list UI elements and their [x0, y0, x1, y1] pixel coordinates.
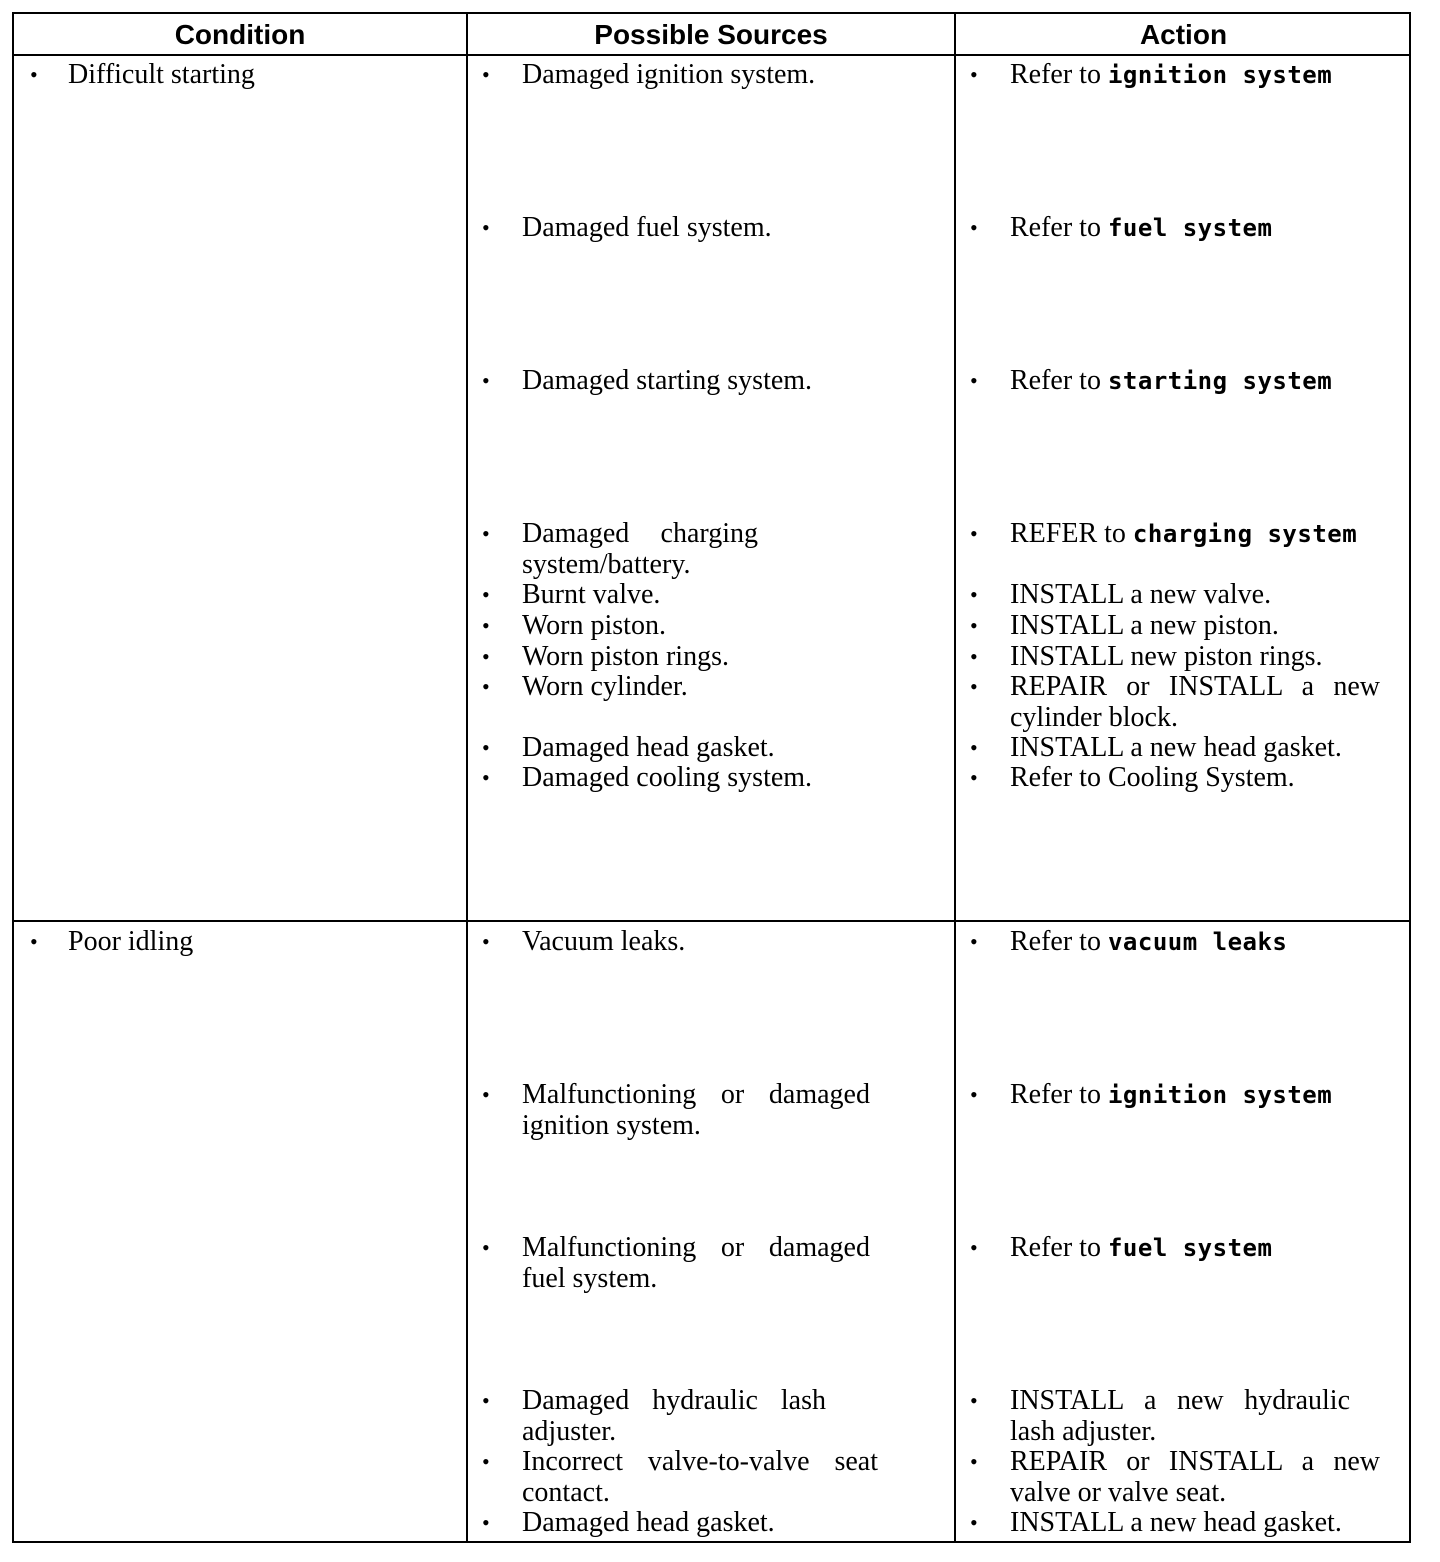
- bullet-icon: •: [970, 1510, 978, 1535]
- action-line: Refer to Cooling System.: [1010, 762, 1295, 793]
- source-line: Burnt valve.: [522, 579, 661, 610]
- bullet-icon: •: [30, 929, 38, 954]
- bullet-icon: •: [970, 62, 978, 87]
- action-line: [1010, 1233, 1272, 1264]
- troubleshooting-table: [12, 12, 1411, 1543]
- action-line: [1010, 519, 1357, 550]
- source-line: system/battery.: [522, 548, 691, 580]
- action-line: [1010, 1080, 1332, 1111]
- action-line: [1010, 366, 1332, 397]
- column-divider-1: [466, 14, 468, 1541]
- action-line: INSTALL a new piston.: [1010, 610, 1279, 641]
- action-line: lash adjuster.: [1010, 1415, 1157, 1447]
- column-divider-2: [954, 14, 956, 1541]
- source-line: Vacuum leaks.: [522, 926, 686, 957]
- action-line: [1010, 927, 1287, 958]
- action-line: INSTALL a new hydraulic: [1010, 1385, 1350, 1416]
- bullet-icon: •: [970, 674, 978, 699]
- bullet-icon: •: [970, 1449, 978, 1474]
- action-prefix: Refer to: [1010, 1079, 1108, 1110]
- bullet-icon: •: [30, 62, 38, 87]
- action-reference-link[interactable]: ignition system: [1107, 61, 1333, 89]
- bullet-icon: •: [970, 368, 978, 393]
- source-line: Worn piston.: [522, 610, 666, 641]
- bullet-icon: •: [970, 765, 978, 790]
- action-prefix: Refer to: [1010, 1232, 1108, 1263]
- bullet-icon: •: [970, 1388, 978, 1413]
- action-reference-link[interactable]: charging system: [1132, 520, 1358, 548]
- action-reference-link[interactable]: starting system: [1107, 367, 1333, 395]
- source-line: Damaged cooling system.: [522, 762, 813, 793]
- action-line: REPAIR or INSTALL a new: [1010, 671, 1380, 702]
- source-line: Incorrect valve-to-valve seat: [522, 1446, 878, 1477]
- action-line: REPAIR or INSTALL a new: [1010, 1446, 1380, 1477]
- row-divider: [14, 920, 1409, 922]
- bullet-icon: •: [970, 521, 978, 546]
- source-line: adjuster.: [522, 1415, 617, 1447]
- action-reference-link[interactable]: fuel system: [1107, 1234, 1273, 1262]
- bullet-icon: •: [970, 644, 978, 669]
- bullet-icon: •: [482, 368, 490, 393]
- source-line: Worn cylinder.: [522, 671, 688, 702]
- action-line: INSTALL a new valve.: [1010, 579, 1272, 610]
- bullet-icon: •: [482, 735, 490, 760]
- action-reference-link[interactable]: ignition system: [1107, 1081, 1333, 1109]
- source-line: Damaged charging: [522, 518, 758, 549]
- header-condition: Condition: [174, 19, 306, 50]
- action-line: [1010, 213, 1272, 244]
- bullet-icon: •: [970, 735, 978, 760]
- source-line: ignition system.: [522, 1109, 701, 1141]
- bullet-icon: •: [482, 765, 490, 790]
- action-line: valve or valve seat.: [1010, 1476, 1227, 1508]
- bullet-icon: •: [482, 582, 490, 607]
- bullet-icon: •: [482, 215, 490, 240]
- source-line: Damaged ignition system.: [522, 59, 816, 90]
- source-line: Damaged hydraulic lash: [522, 1385, 826, 1416]
- source-line: Damaged fuel system.: [522, 212, 772, 243]
- bullet-icon: •: [482, 613, 490, 638]
- bullet-icon: •: [482, 929, 490, 954]
- bullet-icon: •: [482, 62, 490, 87]
- source-line: Malfunctioning or damaged: [522, 1232, 870, 1263]
- bullet-icon: •: [482, 1082, 490, 1107]
- bullet-icon: •: [970, 613, 978, 638]
- source-line: Worn piston rings.: [522, 641, 729, 672]
- bullet-icon: •: [482, 644, 490, 669]
- bullet-icon: •: [482, 521, 490, 546]
- action-reference-link[interactable]: vacuum leaks: [1107, 928, 1288, 956]
- action-line: INSTALL a new head gasket.: [1010, 1507, 1342, 1538]
- source-line: Damaged head gasket.: [522, 1507, 775, 1538]
- condition-text: Difficult starting: [68, 59, 255, 90]
- action-line: cylinder block.: [1010, 701, 1178, 733]
- action-prefix: Refer to: [1010, 926, 1108, 957]
- action-prefix: REFER to: [1010, 518, 1133, 549]
- source-line: fuel system.: [522, 1262, 658, 1294]
- source-line: Damaged head gasket.: [522, 732, 775, 763]
- header-possible-sources: Possible Sources: [594, 19, 828, 50]
- action-prefix: Refer to: [1010, 59, 1108, 90]
- bullet-icon: •: [970, 582, 978, 607]
- bullet-icon: •: [970, 929, 978, 954]
- bullet-icon: •: [482, 1235, 490, 1260]
- bullet-icon: •: [482, 1510, 490, 1535]
- header-action: Action: [1139, 19, 1228, 50]
- action-line: INSTALL new piston rings.: [1010, 641, 1323, 672]
- action-line: [1010, 60, 1332, 91]
- source-line: contact.: [522, 1476, 610, 1508]
- action-prefix: Refer to: [1010, 212, 1108, 243]
- source-line: Malfunctioning or damaged: [522, 1079, 870, 1110]
- source-line: Damaged starting system.: [522, 365, 813, 396]
- action-reference-link[interactable]: fuel system: [1107, 214, 1273, 242]
- bullet-icon: •: [970, 1235, 978, 1260]
- action-prefix: Refer to: [1010, 365, 1108, 396]
- bullet-icon: •: [970, 1082, 978, 1107]
- bullet-icon: •: [970, 215, 978, 240]
- bullet-icon: •: [482, 1449, 490, 1474]
- bullet-icon: •: [482, 1388, 490, 1413]
- bullet-icon: •: [482, 674, 490, 699]
- condition-text: Poor idling: [68, 926, 194, 957]
- action-line: INSTALL a new head gasket.: [1010, 732, 1342, 763]
